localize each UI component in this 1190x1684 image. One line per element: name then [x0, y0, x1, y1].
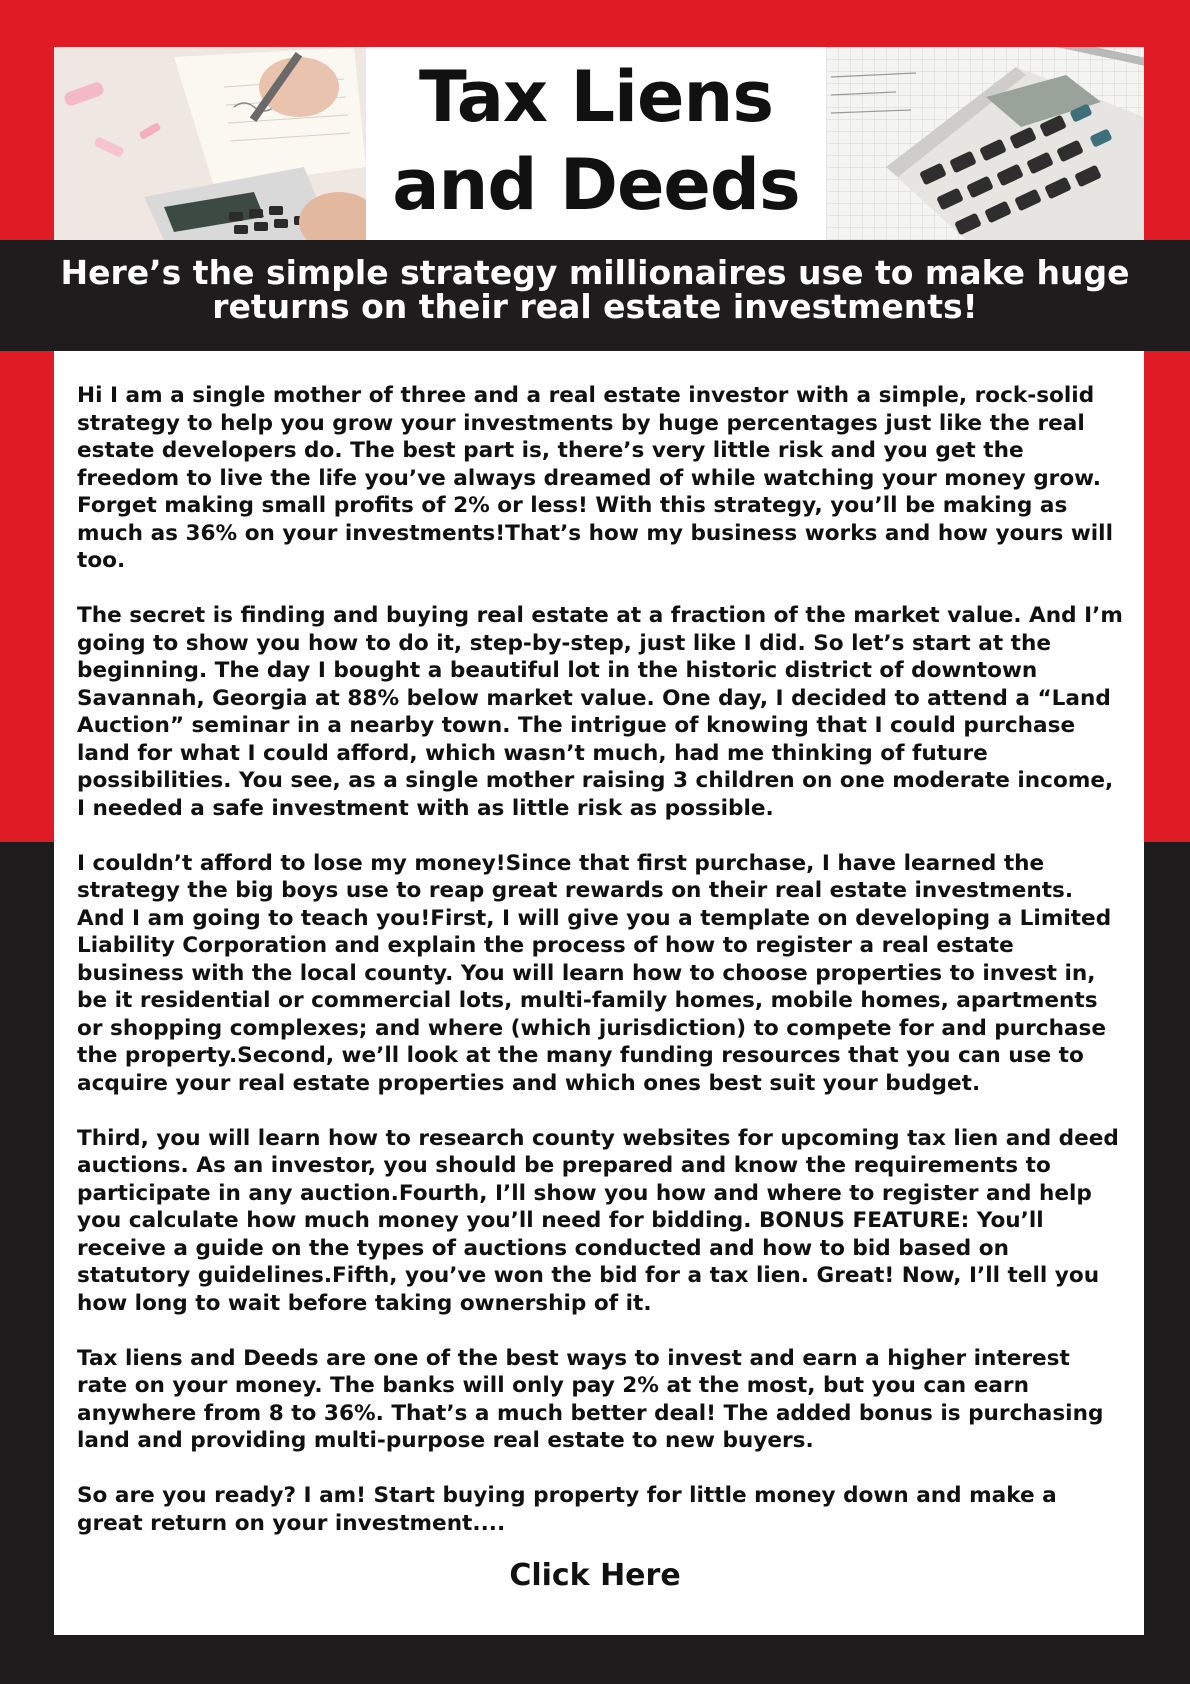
page-title: [366, 53, 826, 229]
paragraph-1: Hi I am a single mother of three and a real estate investor with a simple, rock-solid strategy to help you grow your investments by huge percentages just like the real estate developers do. The best part is, there’s very little risk and you get the freedom to live the life you’ve always dreamed of while watching your money grow. Forget making small profits of 2% or less! With this strategy, you’ll be making as much as 36% on your investments!That’s how my business works and how yours will too.: [77, 383, 1113, 573]
subtitle-band: [0, 240, 1190, 351]
title-line-1: Tax Liens: [418, 56, 774, 138]
paragraph-5: Tax liens and Deeds are one of the best ways to invest and earn a higher interest rate on your money. The banks will only pay 2% at the most, but you can earn anywhere from 8 to 36%. That’s a much better deal! The added bonus is purchasing land and providing multi-purpose real estate to new buyers.: [77, 1345, 1104, 1453]
click-here-link[interactable]: Click Here: [509, 1558, 681, 1593]
article-body: [77, 382, 1127, 1565]
header: [54, 47, 1144, 240]
calculator-on-grid-paper-photo: [826, 47, 1144, 240]
paragraph-4: Third, you will learn how to research county websites for upcoming tax lien and deed auctions. As an investor, you should be prepared and know the requirements to participate in any auction.Fourth, I’ll show you how and where to register and help you calculate how much money you’ll need for bidding. BONUS FEATURE: You’ll receive a guide on the types of auctions conducted and how to bid based on statutory guidelines.Fifth, you’ve won the bid for a tax lien. Great! Now, I’ll tell you how long to wait before taking ownership of it.: [77, 1125, 1119, 1316]
title-line-2: and Deeds: [392, 144, 800, 226]
paragraph-2: The secret is finding and buying real estate at a fraction of the market value. And I’m going to show you how to do it, step-by-step, just like I did. So let’s start at the beginning. The day I bought a beautiful lot in the historic district of downtown Savannah, Georgia at 88% below market value. One day, I decided to attend a “Land Auction” seminar in a nearby town. The intrigue of knowing that I could purchase land for what I could afford, which wasn’t much, had me thinking of future possibilities. You see, as a single mother raising 3 children on one moderate income, I needed a safe investment with as little risk as possible.: [77, 603, 1123, 821]
notebook-pen-calculator-photo: [54, 47, 366, 240]
paragraph-3: I couldn’t afford to lose my money!Since that first purchase, I have learned the strategy the big boys use to reap great rewards on their real estate investments. And I am going to teach you!First, I will give you a template on developing a Limited Liability Corporation and explain the process of how to register a real estate business with the local county. You will learn how to choose properties to invest in, be it residential or commercial lots, multi-family homes, mobile homes, apartments or shopping complexes; and where (which jurisdiction) to compete for and purchase the property.Second, we’ll look at the many funding resources that you can use to acquire your real estate properties and which ones best suit your budget.: [77, 850, 1112, 1096]
paragraph-6: So are you ready? I am! Start buying property for little money down and make a great return on your investment....: [77, 1483, 1057, 1536]
subtitle: Here’s the simple strategy millionaires use to make huge returns on their real estate investments!: [60, 253, 1130, 326]
